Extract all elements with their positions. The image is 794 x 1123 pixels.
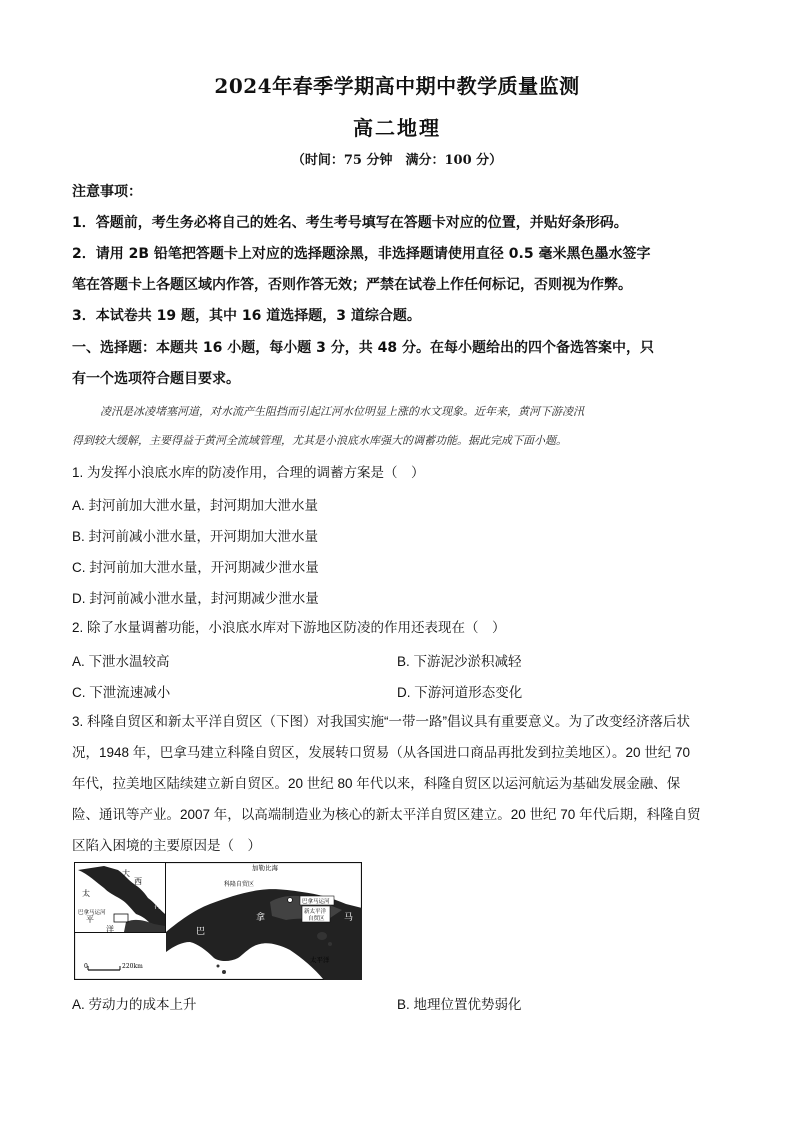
label-caribbean: 加勒比海 — [252, 864, 278, 872]
inset-label-atlantic-2: 西 — [134, 877, 142, 886]
question-2-option-c: C. 下泄流速减小 — [72, 685, 171, 700]
label-pacific: 太平洋 — [310, 956, 330, 964]
question-2-option-d: D. 下游河道形态变化 — [397, 685, 523, 700]
question-2-stem: 2. 除了水量调蓄功能，小浪底水库对下游地区防凌的作用还表现在（ ） — [72, 620, 506, 635]
question-2-option-b: B. 下游泥沙淤积减轻 — [397, 654, 522, 669]
exam-meta: （时间：75 分钟 满分：100 分） — [291, 153, 503, 168]
notice-item-2-line-2: 笔在答题卡上各题区域内作答，否则作答无效；严禁在试卷上作任何标记，否则视为作弊。 — [72, 277, 632, 293]
inset-label-pacific-1: 太 — [82, 889, 90, 898]
label-na: 拿 — [256, 913, 266, 923]
label-ma: 马 — [344, 913, 354, 923]
notice-item-2-line-1: 2．请用 2B 铅笔把答题卡上对应的选择题涂黑，非选择题请使用直径 0.5 毫米黑色墨水签字 — [72, 246, 651, 262]
label-colon-ftz: 科隆自贸区 — [224, 881, 255, 888]
question-1-stem: 1. 为发挥小浪底水库的防凌作用，合理的调蓄方案是（ ） — [72, 465, 425, 480]
question-1-option-a: A. 封河前加大泄水量，封河期加大泄水量 — [72, 498, 319, 513]
question-1-option-c: C. 封河前加大泄水量，开河期减少泄水量 — [72, 560, 319, 575]
notice-heading: 注意事项： — [72, 184, 142, 200]
inset-label-atlantic-3: 洋 — [154, 901, 162, 910]
scale-length: 220km — [122, 963, 143, 970]
question-3-line-1: 3. 科隆自贸区和新太平洋自贸区（下图）对我国实施“一带一路”倡议具有重要意义。为了改变经济落后状 — [72, 714, 690, 729]
inset-map — [75, 863, 166, 935]
label-panama-canal: 巴拿马运河 — [302, 899, 330, 905]
panama-map — [74, 862, 362, 980]
section-heading-line-1: 一、选择题：本题共 16 小题，每小题 3 分，共 48 分。在每小题给出的四个备选答案中，只 — [72, 340, 654, 356]
colon-ftz-marker — [288, 898, 293, 903]
question-3-option-b: B. 地理位置优势弱化 — [397, 997, 522, 1012]
question-1-option-d: D. 封河前减小泄水量，封河期减少泄水量 — [72, 591, 319, 606]
section-heading-line-2: 有一个选项符合题目要求。 — [72, 371, 240, 387]
label-new-pacific-ftz-2: 自贸区 — [308, 916, 325, 922]
scale-zero: 0 — [84, 963, 88, 970]
question-3-line-3: 年代，拉美地区陆续建立新自贸区。20 世纪 80 年代以来，科隆自贸区以运河航运为基础发展金融、保 — [72, 776, 681, 791]
notice-item-1: 1．答题前，考生务必将自己的姓名、考生考号填写在答题卡对应的位置，并贴好条形码。 — [72, 215, 628, 231]
passage-line-1: 凌汛是冰凌堵塞河道，对水流产生阻挡而引起江河水位明显上涨的水文现象。近年来，黄河下游凌汛 — [100, 405, 584, 418]
exam-subject: 高二地理 — [353, 116, 441, 140]
label-ba: 巴 — [196, 927, 206, 937]
inset-label-pacific-3: 洋 — [106, 925, 114, 934]
question-1-option-b: B. 封河前减小泄水量，开河期加大泄水量 — [72, 529, 319, 544]
passage-line-2: 得到较大缓解，主要得益于黄河全流域管理，尤其是小浪底水库强大的调蓄功能。据此完成下面小题。 — [72, 434, 567, 447]
question-3-line-4: 险、通讯等产业。2007 年，以高端制造业为核心的新太平洋自贸区建立。20 世纪 70 年代后期，科隆自贸 — [72, 807, 701, 822]
inset-label-pacific-2: 平 — [86, 915, 94, 924]
question-2-option-a: A. 下泄水温较高 — [72, 654, 170, 669]
inset-label-panama-canal: 巴拿马运河 — [78, 910, 106, 916]
inset-label-atlantic-1: 大 — [122, 869, 130, 878]
question-3-line-2: 况，1948 年，巴拿马建立科隆自贸区，发展转口贸易（从各国进口商品再批发到拉美地区）。20 世纪 70 — [72, 745, 691, 760]
exam-title: 2024年春季学期高中期中教学质量监测 — [214, 74, 580, 98]
question-3-option-a: A. 劳动力的成本上升 — [72, 997, 197, 1012]
question-3-line-5: 区陷入困境的主要原因是（ ） — [72, 838, 261, 853]
label-new-pacific-ftz-1: 新太平洋 — [304, 909, 327, 915]
notice-item-3: 3．本试卷共 19 题，其中 16 道选择题，3 道综合题。 — [72, 308, 421, 324]
